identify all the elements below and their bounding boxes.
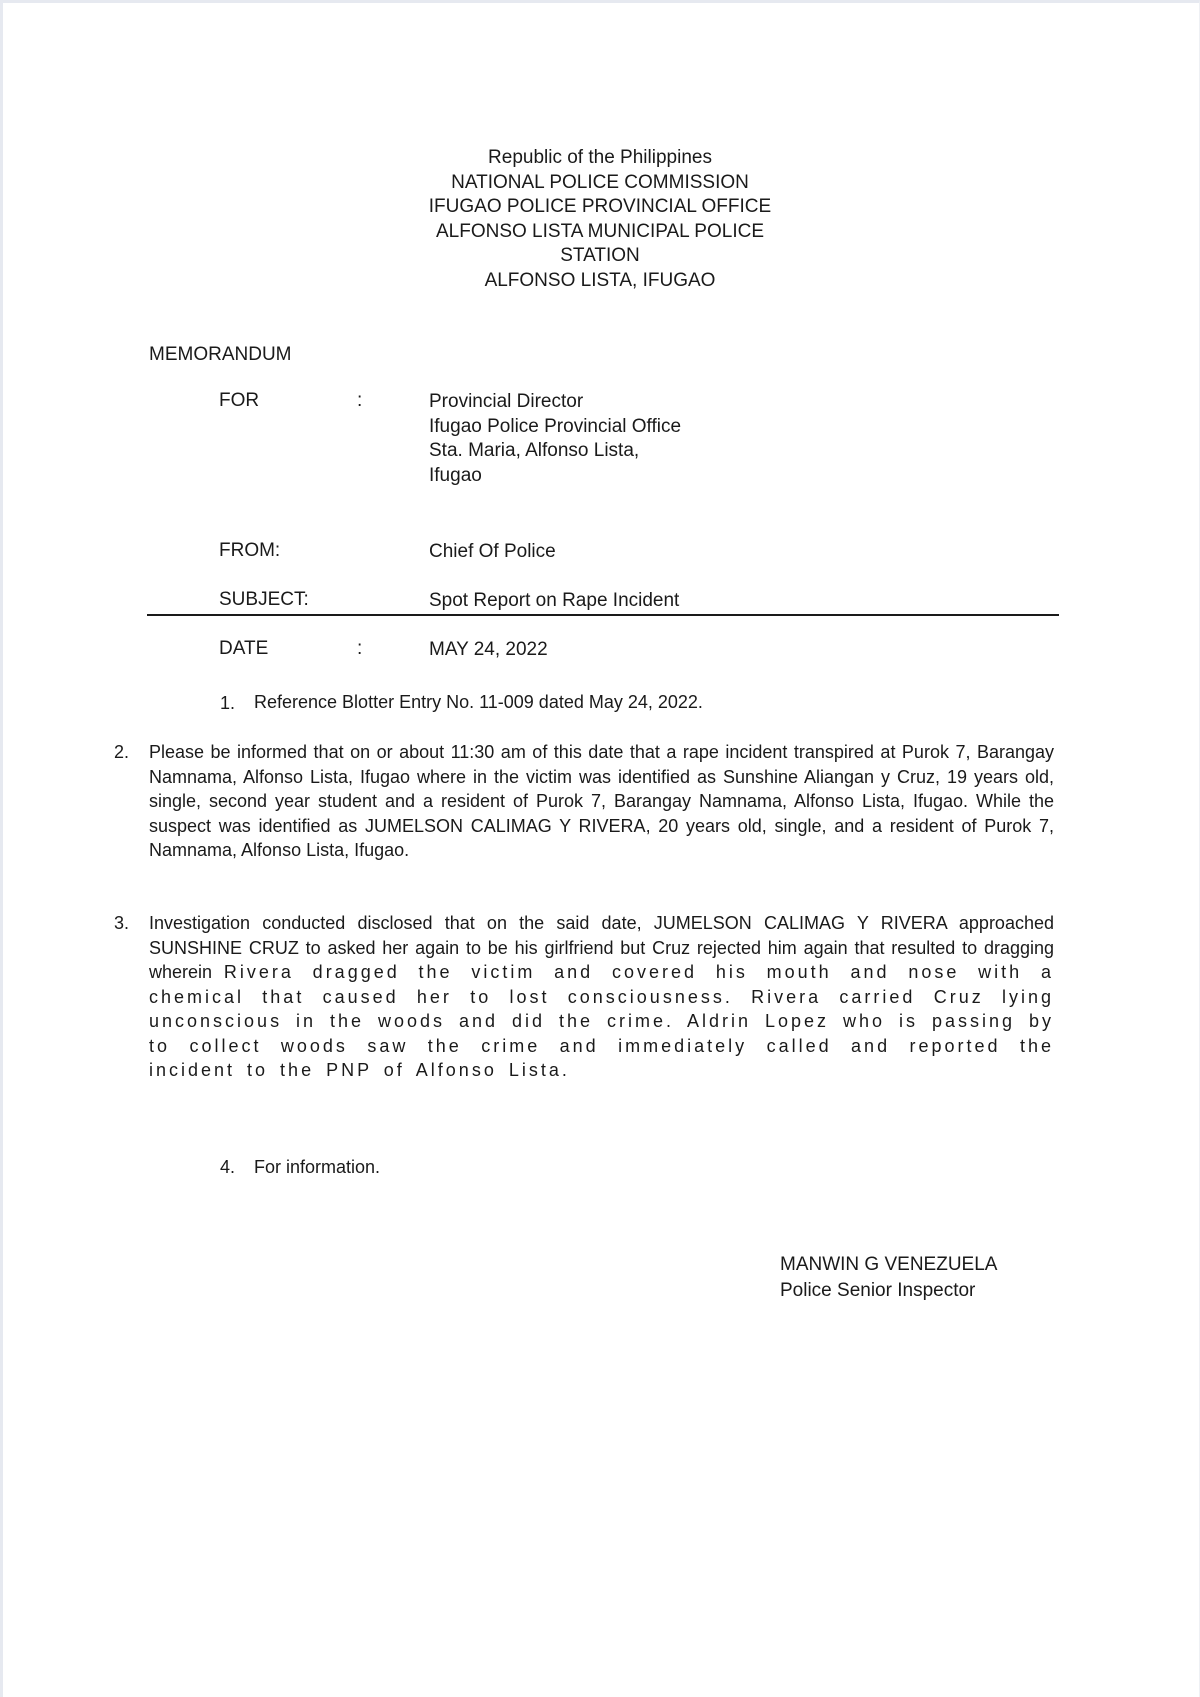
item-text <box>149 911 1054 1083</box>
subject-divider <box>147 614 1059 616</box>
item-text: Reference Blotter Entry No. 11-009 dated May 24, 2022. <box>254 692 703 712</box>
letterhead-line-municipal-police: ALFONSO LISTA MUNICIPAL POLICE <box>435 220 764 242</box>
letterhead-line-napolcom: NATIONAL POLICE COMMISSION <box>451 171 749 193</box>
signatory-title: Police Senior Inspector <box>780 1280 976 1301</box>
from-value: Chief Of Police <box>429 541 556 562</box>
letterhead-line-location: ALFONSO LISTA, IFUGAO <box>484 269 716 291</box>
item-text: Please be informed that on or about 11:30 am of this date that a rape incident transpired at Purok 7, Barangay Namnama, Alfonso Lista, Ifugao where in the victim was identified as Sunshine Aliangan y Cruz, 19 years old, single, second year student and a resident of Purok 7, Barangay Namnama, Alfonso Lista, Ifugao. While the suspect was identified as JUMELSON CALIMAG Y RIVERA, 20 years old, single, and a resident of Purok 7, Namnama, Alfonso Lista, Ifugao. <box>149 742 1054 860</box>
item-number: 4. <box>220 1157 236 1177</box>
item-text: For information. <box>254 1157 381 1177</box>
subject-label: SUBJECT: <box>219 589 309 610</box>
item-number: 1. <box>220 693 236 713</box>
memo-title: MEMORANDUM <box>149 344 292 365</box>
signatory-name: MANWIN G VENEZUELA <box>780 1254 998 1275</box>
for-recipient-line: Provincial Director <box>429 391 584 412</box>
for-recipient-line: Sta. Maria, Alfonso Lista, <box>429 440 640 461</box>
from-label: FROM: <box>219 540 281 561</box>
letterhead-line-republic: Republic of the Philippines <box>488 147 712 168</box>
date-value: MAY 24, 2022 <box>429 639 548 660</box>
subject-value: Spot Report on Rape Incident <box>429 590 680 611</box>
for-colon: : <box>357 390 363 411</box>
letterhead-line-station: STATION <box>560 245 640 266</box>
signature-block <box>780 1252 997 1304</box>
date-label: DATE <box>219 638 269 659</box>
letterhead-line-provincial-office: IFUGAO POLICE PROVINCIAL OFFICE <box>428 196 772 217</box>
item-number: 3. <box>114 913 130 933</box>
for-label: FOR <box>219 390 260 411</box>
date-colon: : <box>357 638 363 659</box>
for-recipient-line: Ifugao Police Provincial Office <box>429 415 682 437</box>
for-recipient <box>429 390 681 488</box>
for-recipient-line: Ifugao <box>429 464 482 486</box>
letterhead <box>3 146 1197 293</box>
item-number: 2. <box>114 742 130 762</box>
item-text-segment-spaced: Rivera dragged the victim and covered his mouth and nose with a chemical that caused her to lost consciousness. Rivera carried Cruz lying unconscious in the woods and did the crime. Aldrin Lopez who is passing by to collect woods saw the crime and immediately called and reported the incident to the PNP of Alfonso Lista. <box>149 962 1054 1080</box>
item-text-segment: Investigation conducted disclosed that on the said date, JUMELSON CALIMAG Y RIVERA approached SUNSHINE CRUZ to asked her again to be his girlfriend but Cruz rejected him again that resulted to dragging wherein <box>149 913 1054 982</box>
